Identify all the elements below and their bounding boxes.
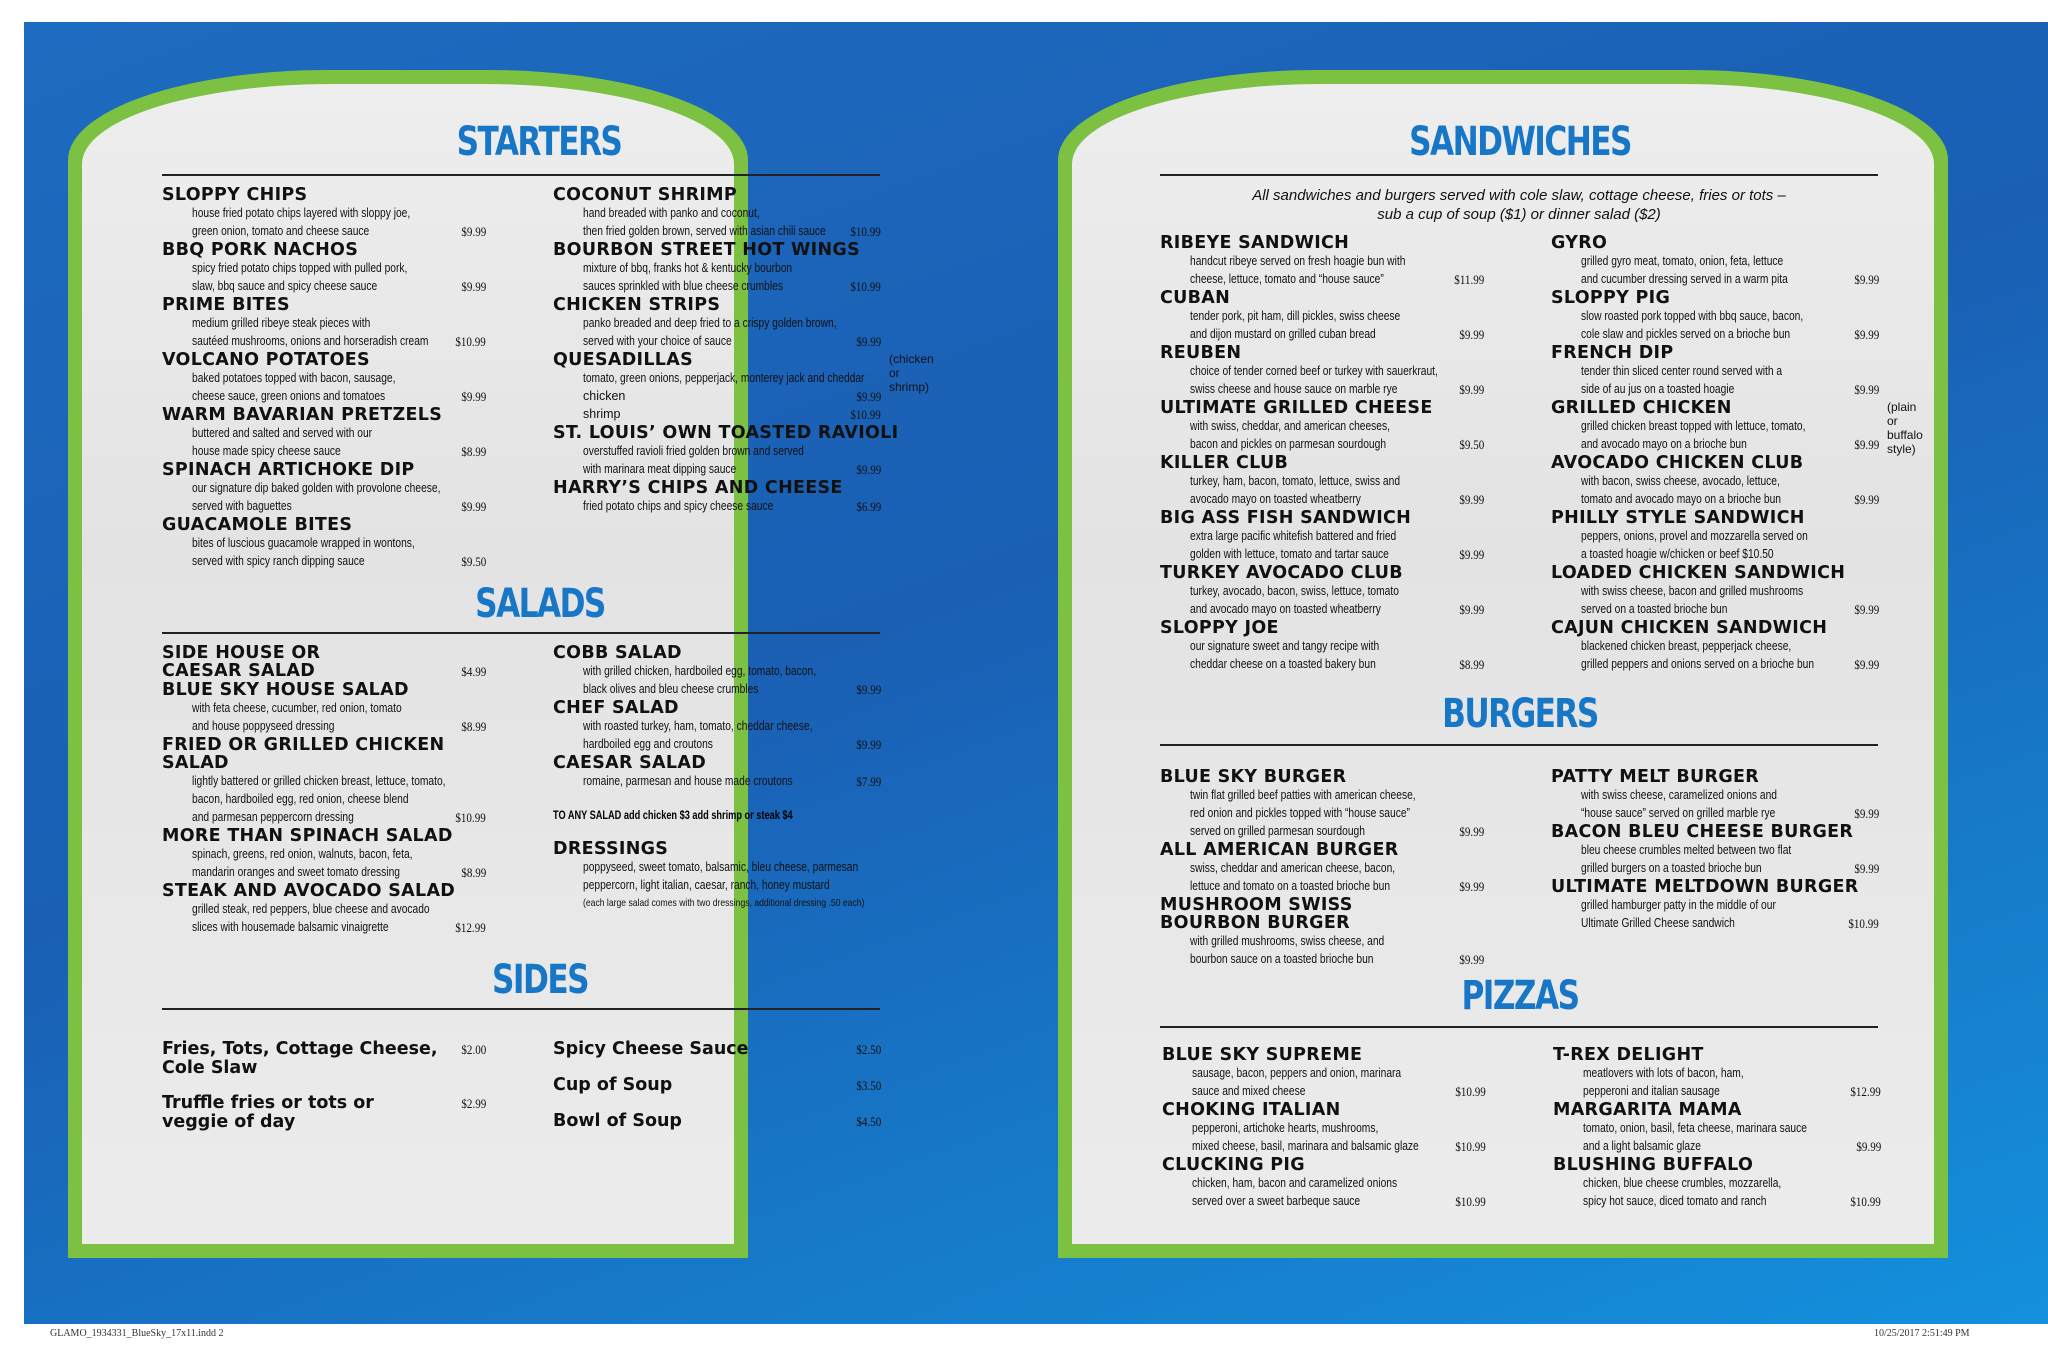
menu-item-description: spinach, greens, red onion, walnuts, bacon, feta, mandarin oranges and sweet tomato dressing xyxy=(192,847,413,879)
menu-item-name: SLOPPY CHIPS xyxy=(162,185,308,205)
menu-item-name: SPINACH ARTICHOKE DIP xyxy=(162,460,415,480)
menu-item-name: VOLCANO POTATOES xyxy=(162,350,370,370)
menu-item xyxy=(553,644,881,698)
menu-item-price: $9.50 xyxy=(1459,437,1484,452)
menu-item xyxy=(1160,841,1484,895)
menu-item-description: with swiss, cheddar, and american cheeses, bacon and pickles on parmesan sourdough xyxy=(1190,419,1390,451)
menu-item-description: chicken, ham, bacon and caramelized onions served over a sweet barbeque sauce xyxy=(1192,1176,1398,1208)
menu-item-price: $10.99 xyxy=(1455,1194,1486,1209)
menu-item-name: GUACAMOLE BITES xyxy=(162,515,353,535)
menu-item xyxy=(1160,509,1484,563)
menu-item xyxy=(553,423,899,478)
menu-item-price: $10.99 xyxy=(455,810,486,825)
menu-item xyxy=(1551,619,1879,673)
menu-item-name: Bowl of Soup xyxy=(553,1111,682,1131)
menu-item-description: our signature dip baked golden with provolone cheese, served with baguettes xyxy=(192,481,441,513)
menu-item-description: tomato, onion, basil, feta cheese, marinara sauce and a light balsamic glaze xyxy=(1583,1121,1807,1153)
menu-item xyxy=(1160,289,1484,343)
sides-rule xyxy=(162,1008,880,1010)
menu-item-price: $12.99 xyxy=(455,920,486,935)
menu-item-price: $7.99 xyxy=(856,774,881,789)
menu-item xyxy=(553,186,881,240)
menu-item-name: QUESADILLAS xyxy=(553,350,693,370)
menu-item-description: turkey, ham, bacon, tomato, lettuce, swiss and avocado mayo on toasted wheatberry xyxy=(1190,474,1401,506)
menu-item-description: slow roasted pork topped with bbq sauce, bacon, cole slaw and pickles served on a brioche bun xyxy=(1581,309,1804,341)
menu-item-name: BLUE SKY SUPREME xyxy=(1162,1045,1363,1065)
menu-item-name: MUSHROOM SWISS BOURBON BURGER xyxy=(1160,895,1353,933)
menu-item-description: with swiss cheese, caramelized onions and “house sauce” served on grilled marble rye xyxy=(1581,788,1777,820)
price-option-label: chicken xyxy=(583,389,626,403)
menu-item xyxy=(1160,564,1484,618)
sandwiches-intro: All sandwiches and burgers served with cole slaw, cottage cheese, fries or tots – sub a cup of soup ($1) or dinner salad ($2) xyxy=(1252,187,1786,223)
menu-item xyxy=(1551,454,1879,508)
menu-item-price: $12.99 xyxy=(1850,1084,1881,1099)
pizzas-rule xyxy=(1160,1026,1878,1028)
menu-item xyxy=(553,754,881,790)
menu-item-price: $9.99 xyxy=(1854,657,1879,672)
menu-item-description: baked potatoes topped with bacon, sausage, cheese sauce, green onions and tomatoes xyxy=(192,371,396,403)
menu-item-price: $10.99 xyxy=(455,334,486,349)
menu-item-price: $9.99 xyxy=(461,279,486,294)
menu-item xyxy=(162,681,486,735)
menu-item-description: spicy fried potato chips topped with pulled pork, slaw, bbq sauce and spicy cheese sauce xyxy=(192,261,408,293)
menu-item xyxy=(553,1076,881,1095)
menu-item xyxy=(1160,768,1484,840)
menu-item-description: chicken, blue cheese crumbles, mozzarella, spicy hot sauce, diced tomato and ranch xyxy=(1583,1176,1782,1208)
menu-item-price: $9.99 xyxy=(1459,547,1484,562)
menu-item-price: $9.99 xyxy=(856,737,881,752)
menu-item-price: $9.99 xyxy=(1459,327,1484,342)
menu-item xyxy=(162,351,486,405)
menu-item-description: house fried potato chips layered with sloppy joe, green onion, tomato and cheese sauce xyxy=(192,206,411,238)
menu-item-name: TURKEY AVOCADO CLUB xyxy=(1160,563,1403,583)
menu-item xyxy=(1551,768,1879,822)
menu-item-price: $9.99 xyxy=(1854,602,1879,617)
salads-heading: SALADS xyxy=(475,581,605,627)
starters-rule xyxy=(162,174,880,176)
menu-item-name: Cup of Soup xyxy=(553,1075,673,1095)
menu-item-price: $9.99 xyxy=(1459,824,1484,839)
menu-item-description: peppers, onions, provel and mozzarella served on a toasted hoagie w/chicken or beef $10.50 xyxy=(1581,529,1808,561)
menu-item-price: $9.99 xyxy=(1854,492,1879,507)
menu-item-name: ST. LOUIS’ OWN TOASTED RAVIOLI xyxy=(553,423,899,443)
menu-item-name: CHEF SALAD xyxy=(553,698,679,718)
menu-item-description: tomato, green onions, pepperjack, monterey jack and cheddar xyxy=(583,371,865,385)
menu-item xyxy=(1160,344,1484,398)
menu-item-price: $9.99 xyxy=(461,499,486,514)
menu-item-name: PHILLY STYLE SANDWICH xyxy=(1551,508,1805,528)
menu-item-name: BLUSHING BUFFALO xyxy=(1553,1155,1754,1175)
menu-item xyxy=(162,296,486,350)
menu-item xyxy=(162,461,486,515)
menu-item-description: grilled hamburger patty in the middle of our Ultimate Grilled Cheese sandwich xyxy=(1581,898,1776,930)
menu-item-name: FRIED OR GRILLED CHICKEN SALAD xyxy=(162,735,445,773)
menu-item xyxy=(162,827,486,881)
price-option-value: $10.99 xyxy=(850,407,881,422)
menu-item-price: $9.99 xyxy=(1459,492,1484,507)
menu-item-price: $8.99 xyxy=(461,444,486,459)
dressings-desc: poppyseed, sweet tomato, balsamic, bleu cheese, parmesan peppercorn, light italian, caesar, ranch, honey mustard xyxy=(583,860,859,892)
menu-item xyxy=(1160,454,1484,508)
menu-item-name: LOADED CHICKEN SANDWICH xyxy=(1551,563,1846,583)
menu-item-description: sausage, bacon, peppers and onion, marinara sauce and mixed cheese xyxy=(1192,1066,1402,1098)
menu-item xyxy=(1553,1101,1881,1155)
menu-item xyxy=(1551,344,1879,398)
menu-item-name: ULTIMATE GRILLED CHEESE xyxy=(1160,398,1433,418)
menu-item-price: $9.99 xyxy=(1854,437,1879,452)
menu-item-price: $9.99 xyxy=(1856,1139,1881,1154)
menu-item-description: fried potato chips and spicy cheese sauce xyxy=(583,499,774,513)
menu-item-note: (plain or buffalo style) xyxy=(1887,400,1923,456)
menu-item xyxy=(162,1094,486,1132)
menu-item xyxy=(162,516,486,570)
menu-item-name: SLOPPY PIG xyxy=(1551,288,1671,308)
dressings-item xyxy=(553,840,881,912)
sandwiches-rule xyxy=(1160,174,1878,176)
menu-item-name: SIDE HOUSE OR CAESAR SALAD xyxy=(162,643,321,681)
menu-item-price: $8.99 xyxy=(461,719,486,734)
menu-item xyxy=(1551,509,1879,563)
menu-item xyxy=(162,644,486,680)
menu-item-price: $9.99 xyxy=(1854,272,1879,287)
menu-item-description: with roasted turkey, ham, tomato, cheddar cheese, hardboiled egg and croutons xyxy=(583,719,813,751)
menu-item-description: bleu cheese crumbles melted between two flat grilled burgers on a toasted brioche bun xyxy=(1581,843,1792,875)
menu-item-description: twin flat grilled beef patties with american cheese, red onion and pickles topped with “house sauce” served on grilled parmesan sourdough xyxy=(1190,788,1416,838)
menu-item-description: with feta cheese, cucumber, red onion, tomato and house poppyseed dressing xyxy=(192,701,402,733)
menu-item-name: Fries, Tots, Cottage Cheese, Cole Slaw xyxy=(162,1039,438,1078)
menu-item xyxy=(1551,289,1879,343)
menu-item-name: PRIME BITES xyxy=(162,295,290,315)
menu-item-description: with bacon, swiss cheese, avocado, lettuce, tomato and avocado mayo on a brioche bun xyxy=(1581,474,1782,506)
menu-item-note: (chicken or shrimp) xyxy=(889,352,934,394)
dressings-name: DRESSINGS xyxy=(553,839,669,859)
sandwiches-heading: SANDWICHES xyxy=(1409,119,1631,165)
salads-rule xyxy=(162,632,880,634)
menu-item-description: turkey, avocado, bacon, swiss, lettuce, tomato and avocado mayo on toasted wheatberry xyxy=(1190,584,1399,616)
starters-heading: STARTERS xyxy=(456,119,622,165)
menu-item-price: $6.99 xyxy=(856,499,881,514)
menu-item-name: CUBAN xyxy=(1160,288,1231,308)
menu-item-price: $4.50 xyxy=(856,1114,881,1129)
menu-item-price: $8.99 xyxy=(1459,657,1484,672)
burgers-rule xyxy=(1160,744,1878,746)
menu-item-description: buttered and salted and served with our house made spicy cheese sauce xyxy=(192,426,373,458)
menu-item-description: bites of luscious guacamole wrapped in wontons, served with spicy ranch dipping sauce xyxy=(192,536,415,568)
menu-item-description: with grilled mushrooms, swiss cheese, and bourbon sauce on a toasted brioche bun xyxy=(1190,934,1385,966)
menu-item-name: BOURBON STREET HOT WINGS xyxy=(553,240,860,260)
menu-item-price: $8.99 xyxy=(461,865,486,880)
menu-item-description: choice of tender corned beef or turkey with sauerkraut, swiss cheese and house sauce on marble rye xyxy=(1190,364,1438,396)
price-option-row xyxy=(583,405,881,423)
menu-item-name: MORE THAN SPINACH SALAD xyxy=(162,826,453,846)
menu-item xyxy=(1162,1156,1486,1210)
menu-item-price: $9.99 xyxy=(1459,602,1484,617)
menu-item xyxy=(1551,398,1923,456)
menu-item-name: KILLER CLUB xyxy=(1160,453,1289,473)
menu-item xyxy=(1162,1101,1486,1155)
menu-item-price: $9.99 xyxy=(1854,327,1879,342)
menu-item-description: romaine, parmesan and house made croutons xyxy=(583,774,793,788)
price-option-label: shrimp xyxy=(583,407,621,421)
menu-item xyxy=(1160,619,1484,673)
menu-item-name: CAJUN CHICKEN SANDWICH xyxy=(1551,618,1828,638)
menu-item-name: HARRY’S CHIPS AND CHEESE xyxy=(553,478,843,498)
menu-item-description: grilled steak, red peppers, blue cheese and avocado slices with housemade balsamic vinaigrette xyxy=(192,902,430,934)
menu-item-price: $10.99 xyxy=(1455,1139,1486,1154)
menu-item-price: $10.99 xyxy=(1850,1194,1881,1209)
menu-item-name: MARGARITA MAMA xyxy=(1553,1100,1742,1120)
menu-item-description: medium grilled ribeye steak pieces with sautéed mushrooms, onions and horseradish cream xyxy=(192,316,429,348)
price-option-value: $9.99 xyxy=(856,389,881,404)
menu-item-price: $9.99 xyxy=(1459,879,1484,894)
menu-item-name: BLUE SKY HOUSE SALAD xyxy=(162,680,409,700)
menu-item xyxy=(162,736,486,826)
menu-item-name: CHOKING ITALIAN xyxy=(1162,1100,1341,1120)
menu-item-price: $9.99 xyxy=(1459,952,1484,967)
menu-item xyxy=(1551,564,1879,618)
menu-item-description: with grilled chicken, hardboiled egg, tomato, bacon, black olives and bleu cheese crumbles xyxy=(583,664,817,696)
menu-item-name: Truffle fries or tots or veggie of day xyxy=(162,1093,374,1132)
menu-item-name: SLOPPY JOE xyxy=(1160,618,1279,638)
menu-item-name: COBB SALAD xyxy=(553,643,682,663)
menu-item-name: AVOCADO CHICKEN CLUB xyxy=(1551,453,1804,473)
menu-item xyxy=(553,350,934,423)
menu-item-description: handcut ribeye served on fresh hoagie bun with cheese, lettuce, tomato and “house sauce” xyxy=(1190,254,1406,286)
menu-item-name: PATTY MELT BURGER xyxy=(1551,767,1760,787)
menu-item-name: WARM BAVARIAN PRETZELS xyxy=(162,405,443,425)
menu-item-description: tender thin sliced center round served with a side of au jus on a toasted hoagie xyxy=(1581,364,1783,396)
menu-item xyxy=(1160,896,1484,968)
burgers-heading: BURGERS xyxy=(1442,691,1598,737)
menu-item-name: ULTIMATE MELTDOWN BURGER xyxy=(1551,877,1859,897)
menu-item-description: our signature sweet and tangy recipe with cheddar cheese on a toasted bakery bun xyxy=(1190,639,1380,671)
salad-addon-note: TO ANY SALAD add chicken $3 add shrimp or steak $4 xyxy=(553,810,793,822)
menu-item-description: panko breaded and deep fried to a crispy golden brown, served with your choice of sauce xyxy=(583,316,837,348)
menu-item-name: ALL AMERICAN BURGER xyxy=(1160,840,1399,860)
menu-item xyxy=(1551,823,1879,877)
menu-item-name: REUBEN xyxy=(1160,343,1242,363)
menu-item xyxy=(553,1040,881,1059)
print-slug-right: 10/25/2017 2:51:49 PM xyxy=(1874,1328,1970,1339)
menu-item-price: $2.50 xyxy=(856,1042,881,1057)
menu-item xyxy=(1162,1046,1486,1100)
menu-item-name: FRENCH DIP xyxy=(1551,343,1674,363)
menu-item-description: blackened chicken breast, pepperjack cheese, grilled peppers and onions served on a brioche bun xyxy=(1581,639,1815,671)
menu-item-description: grilled chicken breast topped with lettuce, tomato, and avocado mayo on a brioche bun xyxy=(1581,419,1806,451)
menu-item-price: $10.99 xyxy=(850,224,881,239)
menu-item-price: $10.99 xyxy=(850,279,881,294)
menu-item xyxy=(1553,1046,1881,1100)
menu-item-price: $9.99 xyxy=(1854,806,1879,821)
menu-item-name: T-REX DELIGHT xyxy=(1553,1045,1704,1065)
menu-item-description: pepperoni, artichoke hearts, mushrooms, mixed cheese, basil, marinara and balsamic glaze xyxy=(1192,1121,1419,1153)
menu-item xyxy=(553,296,881,350)
menu-item xyxy=(553,1112,881,1131)
menu-item xyxy=(1553,1156,1881,1210)
menu-item xyxy=(1160,399,1484,453)
menu-item-price: $9.99 xyxy=(461,389,486,404)
menu-item-name: BLUE SKY BURGER xyxy=(1160,767,1347,787)
menu-item-description: meatlovers with lots of bacon, ham, pepperoni and italian sausage xyxy=(1583,1066,1744,1098)
menu-item xyxy=(162,882,486,936)
menu-item-description: mixture of bbq, franks hot & kentucky bourbon sauces sprinkled with blue cheese crumbles xyxy=(583,261,793,293)
menu-item-price: $9.99 xyxy=(1854,382,1879,397)
menu-item-price: $9.99 xyxy=(1854,861,1879,876)
menu-item-price: $9.50 xyxy=(461,554,486,569)
menu-item xyxy=(162,241,486,295)
print-slug-left: GLAMO_1934331_BlueSky_17x11.indd 2 xyxy=(50,1328,224,1339)
menu-item xyxy=(162,406,486,460)
menu-item-price: $11.99 xyxy=(1454,272,1484,287)
menu-item xyxy=(1160,234,1484,288)
menu-item xyxy=(162,1040,486,1078)
menu-item-name: Spicy Cheese Sauce xyxy=(553,1039,749,1059)
menu-item-price: $10.99 xyxy=(1455,1084,1486,1099)
menu-item xyxy=(553,699,881,753)
menu-item xyxy=(553,479,881,515)
menu-item-name: COCONUT SHRIMP xyxy=(553,185,738,205)
menu-item-name: CHICKEN STRIPS xyxy=(553,295,721,315)
menu-item-name: RIBEYE SANDWICH xyxy=(1160,233,1350,253)
menu-item-name: CAESAR SALAD xyxy=(553,753,707,773)
menu-item-name: BACON BLEU CHEESE BURGER xyxy=(1551,822,1854,842)
menu-item-price: $3.50 xyxy=(856,1078,881,1093)
menu-item-name: BIG ASS FISH SANDWICH xyxy=(1160,508,1412,528)
menu-item-description: swiss, cheddar and american cheese, bacon, lettuce and tomato on a toasted brioche bun xyxy=(1190,861,1396,893)
menu-item-price: $9.99 xyxy=(461,224,486,239)
menu-item-price: $2.00 xyxy=(461,1042,486,1057)
menu-item-price: $9.99 xyxy=(856,462,881,477)
menu-item-description: grilled gyro meat, tomato, onion, feta, lettuce and cucumber dressing served in a warm pita xyxy=(1581,254,1788,286)
menu-item xyxy=(1551,234,1879,288)
price-option-row xyxy=(583,387,881,405)
menu-item-price: $9.99 xyxy=(856,682,881,697)
menu-item-description: hand breaded with panko and coconut, then fried golden brown, served with asian chili sauce xyxy=(583,206,826,238)
sides-heading: SIDES xyxy=(492,957,588,1003)
menu-item-name: CLUCKING PIG xyxy=(1162,1155,1305,1175)
menu-item-description: tender pork, pit ham, dill pickles, swiss cheese and dijon mustard on grilled cuban bread xyxy=(1190,309,1401,341)
menu-item-price: $9.99 xyxy=(1459,382,1484,397)
menu-item-name: BBQ PORK NACHOS xyxy=(162,240,359,260)
menu-item-price: $9.99 xyxy=(856,334,881,349)
pizzas-heading: PIZZAS xyxy=(1461,973,1579,1019)
menu-item-price: $10.99 xyxy=(1848,916,1879,931)
menu-item-description: with swiss cheese, bacon and grilled mushrooms served on a toasted brioche bun xyxy=(1581,584,1804,616)
dressings-small-note: (each large salad comes with two dressings, additional dressing .50 each) xyxy=(583,897,865,909)
menu-item-description: extra large pacific whitefish battered and fried golden with lettuce, tomato and tartar sauce xyxy=(1190,529,1397,561)
menu-item-name: GRILLED CHICKEN xyxy=(1551,398,1732,418)
menu-item xyxy=(1551,878,1879,932)
menu-item-name: STEAK AND AVOCADO SALAD xyxy=(162,881,456,901)
menu-item-price: $4.99 xyxy=(461,664,486,679)
menu-item-name: GYRO xyxy=(1551,233,1608,253)
menu-item-description: lightly battered or grilled chicken breast, lettuce, tomato, bacon, hardboiled egg, red onion, cheese blend and parmesan peppercorn dressing xyxy=(192,774,446,824)
menu-item-description: overstuffed ravioli fried golden brown and served with marinara meat dipping sauce xyxy=(583,444,804,476)
menu-item-price: $2.99 xyxy=(461,1096,486,1111)
menu-item xyxy=(553,241,881,295)
menu-item xyxy=(162,186,486,240)
